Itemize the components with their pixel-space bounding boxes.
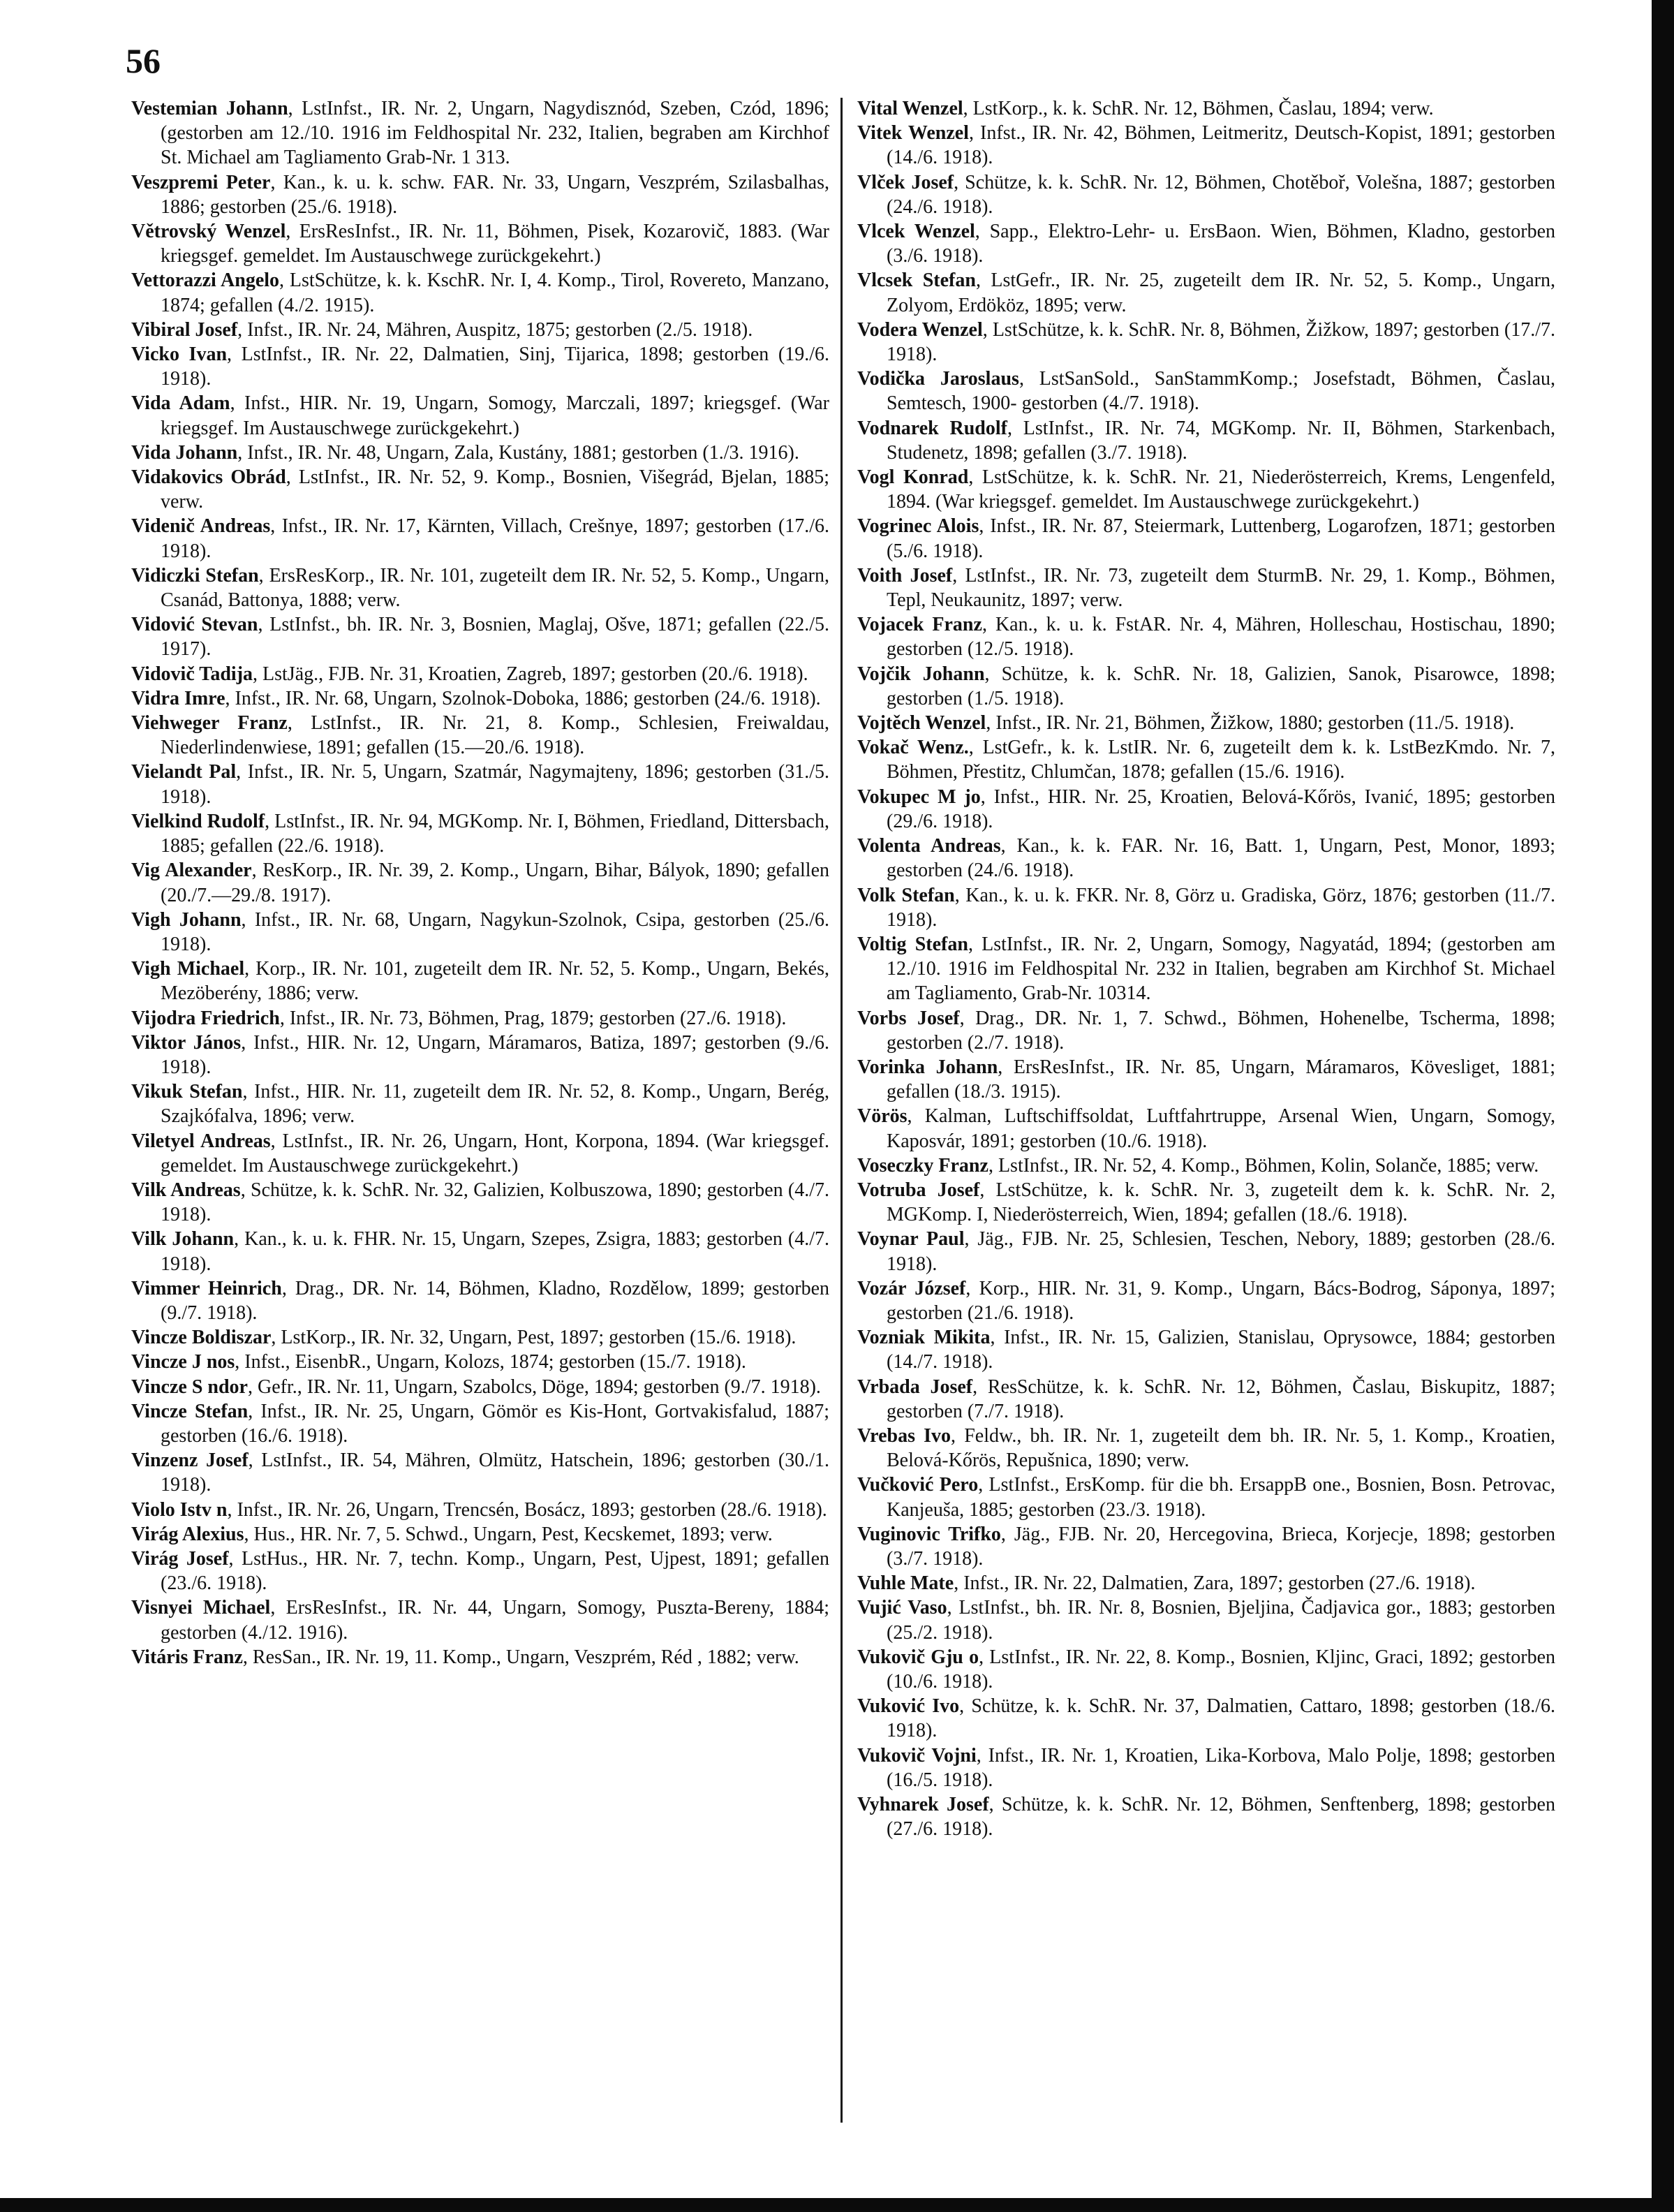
casualty-entry — [857, 514, 1555, 563]
entry-details: , Infst., EisenbR., Ungarn, Kolozs, 1874; gestorben (15./7. 1918). — [235, 1351, 746, 1373]
casualty-entry — [131, 170, 829, 219]
casualty-entry — [857, 1424, 1555, 1473]
casualty-entry — [857, 711, 1555, 735]
casualty-entry — [857, 1743, 1555, 1792]
entry-details: , Korp., HIR. Nr. 31, 9. Komp., Ungarn, Bács-Bodrog, Sáponya, 1897; gestorben (21./6. 1918). — [887, 1277, 1555, 1324]
casualty-entry — [131, 760, 829, 809]
casualty-entry — [131, 612, 829, 661]
entry-details: , Infst., IR. Nr. 73, Böhmen, Prag, 1879; gestorben (27./6. 1918). — [279, 1007, 787, 1029]
entry-name: Vinzenz Josef — [131, 1450, 249, 1472]
entry-name: Vitek Wenzel — [857, 122, 969, 145]
casualty-entry — [857, 96, 1555, 121]
casualty-entry — [857, 1006, 1555, 1055]
entry-name: Vodera Wenzel — [857, 318, 983, 341]
casualty-entry — [857, 1325, 1555, 1374]
casualty-entry — [131, 957, 829, 1005]
casualty-entry — [131, 1006, 829, 1031]
casualty-entry — [131, 908, 829, 957]
entry-details: , LstInfst., IR. Nr. 94, MGKomp. Nr. I, Böhmen, Friedland, Dittersbach, 1885; gefallen (22./6. 1918). — [161, 810, 829, 857]
entry-name: Vukovič Gju o — [857, 1646, 979, 1668]
casualty-entry — [131, 1350, 829, 1374]
entry-name: Vlček Josef — [857, 171, 954, 193]
entry-details: , Schütze, k. k. SchR. Nr. 12, Böhmen, Chotěboř, Volešna, 1887; gestorben (24./6. 1918). — [887, 171, 1556, 218]
entry-name: Vincze J nos — [131, 1351, 235, 1373]
entry-name: Vujić Vaso — [857, 1597, 947, 1619]
casualty-entry — [131, 1129, 829, 1178]
casualty-entry — [131, 1547, 829, 1595]
casualty-entry — [857, 318, 1555, 367]
entry-details: , LstInfst., bh. IR. Nr. 8, Bosnien, Bjeljina, Čadjavica gor., 1883; gestorben (25./2. 1918). — [887, 1597, 1555, 1644]
entry-name: Vidovič Tadija — [131, 663, 253, 685]
casualty-entry — [857, 932, 1555, 1006]
entry-details: , Schütze, k. k. SchR. Nr. 12, Böhmen, Senftenberg, 1898; gestorben (27./6. 1918). — [887, 1794, 1555, 1841]
entry-details: , ResSan., IR. Nr. 19, 11. Komp., Ungarn, Veszprém, Réd , 1882; verw. — [242, 1646, 799, 1668]
entry-name: Vuginovic Trifko — [857, 1523, 1001, 1545]
entry-details: , LstInfst., IR. Nr. 22, 8. Komp., Bosnien, Kljinc, Graci, 1892; gestorben (10./6. 1918). — [887, 1646, 1555, 1693]
entry-name: Vrbada Josef — [857, 1376, 973, 1398]
casualty-entry — [131, 858, 829, 907]
entry-details: , Infst., IR. Nr. 48, Ungarn, Zala, Kustány, 1881; gestorben (1./3. 1916). — [237, 441, 799, 464]
entry-name: Vielkind Rudolf — [131, 810, 265, 832]
casualty-entry — [131, 662, 829, 686]
entry-details: , LstSchütze, k. k. SchR. Nr. 8, Böhmen, Žižkow, 1897; gestorben (17./7. 1918). — [887, 318, 1555, 366]
entry-details: , Infst., IR. Nr. 15, Galizien, Stanislau, Oprysowce, 1884; gestorben (14./7. 1918). — [887, 1327, 1555, 1373]
casualty-entry — [857, 834, 1555, 883]
entry-name: Vida Johann — [131, 441, 238, 464]
entry-name: Voynar Paul — [857, 1228, 965, 1251]
entry-name: Vicko Ivan — [131, 344, 228, 366]
entry-details: , Infst., IR. Nr. 1, Kroatien, Lika-Korbova, Malo Polje, 1898; gestorben (16./5. 1918). — [887, 1744, 1555, 1791]
casualty-entry — [857, 465, 1555, 514]
entry-name: Volk Stefan — [857, 884, 955, 906]
entry-name: Voith Josef — [857, 564, 953, 587]
casualty-entry — [857, 883, 1555, 932]
entry-name: Vincze S ndor — [131, 1376, 248, 1398]
entry-name: Viktor János — [131, 1031, 242, 1054]
casualty-entry — [857, 1153, 1555, 1178]
entry-name: Vlcek Wenzel — [857, 221, 975, 243]
casualty-entry — [857, 1571, 1555, 1595]
entry-details: , LstInfst., IR. Nr. 73, zugeteilt dem SturmB. Nr. 29, 1. Komp., Böhmen, Tepl, Neukaunitz, 1897; verw. — [887, 564, 1555, 612]
casualty-entry — [131, 1227, 829, 1276]
entry-name: Vijodra Friedrich — [131, 1007, 280, 1029]
entry-details: , ErsResInfst., IR. Nr. 44, Ungarn, Somogy, Puszta-Bereny, 1884; gestorben (4./12. 1916). — [161, 1597, 829, 1644]
casualty-entry — [131, 514, 829, 563]
entry-name: Vielandt Pal — [131, 761, 237, 783]
casualty-entry — [857, 735, 1555, 784]
entry-name: Vigh Johann — [131, 908, 242, 931]
entry-details: , Infst., IR. Nr. 17, Kärnten, Villach, Crešnye, 1897; gestorben (17./6. 1918). — [161, 515, 829, 562]
entry-name: Vyhnarek Josef — [857, 1794, 989, 1816]
casualty-entry — [857, 1792, 1555, 1841]
entry-details: , Infst., IR. Nr. 25, Ungarn, Gömör es Kis-Hont, Gortvakisfalud, 1887; gestorben (16./6. 1918). — [161, 1400, 829, 1447]
casualty-entry — [857, 1276, 1555, 1325]
casualty-entry — [857, 1645, 1555, 1694]
casualty-entry — [131, 1645, 829, 1669]
casualty-entry — [857, 1473, 1555, 1521]
casualty-entry — [857, 268, 1555, 317]
entry-name: Voseczky Franz — [857, 1154, 988, 1177]
entry-details: , LstInfst., IR. 54, Mähren, Olmütz, Hatschein, 1896; gestorben (30./1. 1918). — [161, 1450, 829, 1496]
entry-details: , LstJäg., FJB. Nr. 31, Kroatien, Zagreb, 1897; gestorben (20./6. 1918). — [253, 663, 808, 685]
entry-name: Větrovský Wenzel — [131, 221, 286, 243]
entry-details: , LstInfst., IR. Nr. 52, 4. Komp., Böhmen, Kolin, Solanče, 1885; verw. — [988, 1154, 1539, 1177]
entry-name: Vidakovics Obrád — [131, 466, 286, 489]
entry-details: , Infst., IR. Nr. 5, Ungarn, Szatmár, Nagymajteny, 1896; gestorben (31./5. 1918). — [161, 761, 829, 808]
casualty-entry — [857, 662, 1555, 711]
entry-name: Vojčik Johann — [857, 663, 985, 685]
entry-name: Vorbs Josef — [857, 1007, 960, 1029]
entry-details: , LstSanSold., SanStammKomp.; Josefstadt, Böhmen, Časlau, Semtesch, 1900- gestorben (4./7. 1918). — [887, 368, 1555, 415]
entry-name: Vozár József — [857, 1277, 966, 1299]
entry-name: Vidra Imre — [131, 687, 225, 709]
casualty-entry — [131, 1498, 829, 1522]
entry-details: , Gefr., IR. Nr. 11, Ungarn, Szabolcs, Döge, 1894; gestorben (9./7. 1918). — [247, 1376, 821, 1398]
entry-name: Vincze Stefan — [131, 1400, 249, 1422]
entry-details: , Infst., IR. Nr. 68, Ungarn, Nagykun-Szolnok, Csipa, gestorben (25./6. 1918). — [161, 908, 829, 955]
casualty-entry — [857, 1055, 1555, 1104]
casualty-entry — [857, 170, 1555, 219]
casualty-entry — [131, 686, 829, 711]
entry-details: , Jäg., FJB. Nr. 25, Schlesien, Teschen, Nebory, 1889; gestorben (28./6. 1918). — [887, 1228, 1555, 1275]
page-number: 56 — [126, 41, 161, 80]
casualty-entry — [131, 318, 829, 342]
entry-details: , ErsResKorp., IR. Nr. 101, zugeteilt dem IR. Nr. 52, 5. Komp., Ungarn, Csanád, Battonya, 1888; verw. — [161, 564, 829, 612]
casualty-entry — [131, 96, 829, 170]
entry-name: Vidiczki Stefan — [131, 564, 259, 587]
entry-details: , Feldw., bh. IR. Nr. 1, zugeteilt dem bh. IR. Nr. 5, 1. Komp., Kroatien, Belová-Kőrös, Repušnica, 1890; verw. — [887, 1424, 1556, 1472]
entry-details: , Kan., k. k. FAR. Nr. 16, Batt. 1, Ungarn, Pest, Monor, 1893; gestorben (24./6. 1918). — [887, 835, 1555, 882]
entry-details: , Hus., HR. Nr. 7, 5. Schwd., Ungarn, Pest, Kecskemet, 1893; verw. — [244, 1523, 773, 1545]
entry-details: , Drag., DR. Nr. 14, Böhmen, Kladno, Rozdělow, 1899; gestorben (9./7. 1918). — [161, 1277, 830, 1324]
entry-details: , ResSchütze, k. k. SchR. Nr. 12, Böhmen, Časlau, Biskupitz, 1887; gestorben (7./7. 1918). — [887, 1376, 1555, 1422]
entry-details: , LstInfst., bh. IR. Nr. 3, Bosnien, Maglaj, Ošve, 1871; gefallen (22./5. 1917). — [161, 614, 829, 661]
entry-details: , Kan., k. u. k. FstAR. Nr. 4, Mähren, Holleschau, Hostischau, 1890; gestorben (12./5. 1918). — [887, 614, 1555, 661]
entry-name: Vital Wenzel — [857, 98, 963, 119]
casualty-entry — [857, 1522, 1555, 1571]
entry-details: , LstInfst., ErsKomp. für die bh. ErsappB one., Bosnien, Bosn. Petrovac, Kanjeuša, 1885; gestorben (23./3. 1918). — [887, 1474, 1555, 1521]
entry-details: , Kalman, Luftschiffsoldat, Luftfahrtruppe, Arsenal Wien, Ungarn, Somogy, Kaposvár, 1891; gestorben (10./6. 1918). — [887, 1105, 1555, 1152]
right-column — [857, 96, 1555, 1841]
casualty-entry — [131, 441, 829, 465]
casualty-entry — [857, 121, 1555, 170]
casualty-entry — [857, 563, 1555, 612]
entry-name: Viletyel Andreas — [131, 1130, 271, 1152]
entry-name: Violo Istv n — [131, 1498, 228, 1521]
entry-details: , LstSchütze, k. k. SchR. Nr. 3, zugeteilt dem k. k. SchR. Nr. 2, MGKomp. I, Niederösterreich, Wien, 1894; gefallen (18./6. 1918). — [887, 1179, 1555, 1226]
entry-details: , ErsResInfst., IR. Nr. 11, Böhmen, Pisek, Kozarovič, 1883. (War kriegsgef. gemeldet. Im Austauschwege zurückgekehrt.) — [161, 221, 829, 267]
casualty-entry — [131, 1522, 829, 1547]
entry-details: , LstInfst., IR. Nr. 26, Ungarn, Hont, Korpona, 1894. (War kriegsgef. gemeldet. Im Austauschwege zurückgekehrt.) — [161, 1130, 829, 1177]
entry-name: Viehweger Franz — [131, 712, 288, 735]
entry-name: Vrebas Ivo — [857, 1424, 951, 1447]
entry-name: Vojtěch Wenzel — [857, 712, 986, 735]
casualty-entry — [857, 367, 1555, 415]
casualty-entry — [857, 219, 1555, 268]
entry-details: , Kan., k. u. k. FKR. Nr. 8, Görz u. Gradiska, Görz, 1876; gestorben (11./7. 1918). — [887, 884, 1555, 931]
entry-details: , Kan., k. u. k. schw. FAR. Nr. 33, Ungarn, Veszprém, Szilasbalhas, 1886; gestorben (25./6. 1918). — [161, 171, 830, 218]
left-column — [131, 96, 829, 1669]
entry-details: , LstInfst., IR. Nr. 52, 9. Komp., Bosnien, Višegrád, Bjelan, 1885; verw. — [161, 466, 830, 513]
entry-details: , Korp., IR. Nr. 101, zugeteilt dem IR. Nr. 52, 5. Komp., Ungarn, Bekés, Mezöberény, 1886; verw. — [161, 958, 829, 1005]
entry-name: Vimmer Heinrich — [131, 1277, 282, 1299]
entry-name: Videnič Andreas — [131, 515, 271, 538]
entry-details: , LstInfst., IR. Nr. 2, Ungarn, Nagydisznód, Szeben, Czód, 1896; (gestorben am 12./10. 1916 im Feldhospital Nr. 232, Italien, begraben am Kirchhof St. Michael am Tagliamento Grab-Nr. 1 313. — [161, 98, 829, 169]
entry-details: , LstHus., HR. Nr. 7, techn. Komp., Ungarn, Pest, Ujpest, 1891; gefallen (23./6. 1918). — [161, 1547, 829, 1595]
casualty-entry — [131, 465, 829, 514]
entry-name: Vodička Jaroslaus — [857, 368, 1019, 390]
casualty-entry — [857, 1694, 1555, 1743]
casualty-entry — [857, 1104, 1555, 1153]
entry-details: , LstGefr., IR. Nr. 25, zugeteilt dem IR. Nr. 52, 5. Komp., Ungarn, Zolyom, Erdököz, 1895; verw. — [887, 270, 1555, 316]
entry-name: Vojacek Franz — [857, 614, 982, 636]
entry-details: , LstSchütze, k. k. KschR. Nr. I, 4. Komp., Tirol, Rovereto, Manzano, 1874; gefallen (4./2. 1915). — [161, 270, 829, 316]
entry-details: , Infst., IR. Nr. 22, Dalmatien, Zara, 1897; gestorben (27./6. 1918). — [954, 1572, 1476, 1595]
entry-name: Virág Alexius — [131, 1523, 244, 1545]
entry-name: Vilk Andreas — [131, 1179, 241, 1201]
entry-name: Vokač Wenz. — [857, 737, 969, 759]
entry-name: Visnyei Michael — [131, 1597, 271, 1619]
casualty-entry — [131, 1399, 829, 1448]
entry-details: , Infst., IR. Nr. 42, Böhmen, Leitmeritz, Deutsch-Kopist, 1891; gestorben (14./6. 1918). — [887, 122, 1555, 169]
entry-name: Vincze Boldiszar — [131, 1327, 272, 1349]
entry-details: , Sapp., Elektro-Lehr- u. ErsBaon. Wien, Böhmen, Kladno, gestorben (3./6. 1918). — [887, 221, 1555, 267]
entry-details: , Infst., IR. Nr. 24, Mähren, Auspitz, 1875; gestorben (2./5. 1918). — [237, 318, 753, 341]
casualty-entry — [131, 268, 829, 317]
casualty-entry — [131, 1325, 829, 1350]
casualty-entry — [131, 1595, 829, 1644]
entry-name: Vučković Pero — [857, 1474, 979, 1496]
entry-details: , LstInfst., IR. Nr. 74, MGKomp. Nr. II, Böhmen, Starkenbach, Studenetz, 1898; gefallen (3./7. 1918). — [887, 417, 1555, 464]
entry-details: , LstKorp., IR. Nr. 32, Ungarn, Pest, 1897; gestorben (15./6. 1918). — [271, 1327, 797, 1349]
entry-name: Vigh Michael — [131, 958, 245, 980]
casualty-entry — [131, 1375, 829, 1399]
entry-name: Vorinka Johann — [857, 1056, 998, 1078]
entry-name: Vuković Ivo — [857, 1695, 960, 1718]
entry-name: Vogl Konrad — [857, 466, 969, 489]
entry-details: , Schütze, k. k. SchR. Nr. 18, Galizien, Sanok, Pisarowce, 1898; gestorben (1./5. 1918). — [887, 663, 1555, 709]
casualty-entry — [131, 711, 829, 760]
entry-name: Vestemian Johann — [131, 98, 288, 119]
entry-details: , ErsResInfst., IR. Nr. 85, Ungarn, Máramaros, Kövesliget, 1881; gefallen (18./3. 1915). — [887, 1056, 1555, 1103]
casualty-entry — [131, 219, 829, 268]
entry-name: Vukovič Vojni — [857, 1744, 977, 1767]
entry-name: Votruba Josef — [857, 1179, 980, 1201]
casualty-entry — [131, 1178, 829, 1227]
entry-details: , LstInfst., IR. Nr. 2, Ungarn, Somogy, Nagyatád, 1894; (gestorben am 12./10. 1916 im Feldhospital Nr. 232 in Italien, begraben am Kirchhof St. Michael am Tagliamento, Grab-Nr. 10314. — [887, 933, 1555, 1005]
entry-details: , Drag., DR. Nr. 1, 7. Schwd., Böhmen, Hohenelbe, Tscherma, 1898; gestorben (2./7. 1918). — [887, 1007, 1555, 1054]
casualty-entry — [857, 612, 1555, 661]
entry-name: Vig Alexander — [131, 860, 252, 882]
entry-details: , Infst., HIR. Nr. 19, Ungarn, Somogy, Marczali, 1897; kriegsgef. (War kriegsgef. Im Austauschwege zurückgekehrt.) — [161, 392, 829, 439]
entry-details: , Infst., IR. Nr. 26, Ungarn, Trencsén, Bosácz, 1893; gestorben (28./6. 1918). — [227, 1498, 827, 1521]
entry-details: , LstKorp., k. k. SchR. Nr. 12, Böhmen, Časlau, 1894; verw. — [963, 98, 1434, 119]
casualty-entry — [131, 1079, 829, 1128]
entry-name: Vlcsek Stefan — [857, 270, 976, 292]
entry-name: Vodnarek Rudolf — [857, 417, 1007, 439]
entry-name: Vogrinec Alois — [857, 515, 979, 538]
casualty-entry — [857, 1375, 1555, 1424]
entry-name: Voltig Stefan — [857, 933, 968, 955]
casualty-entry — [131, 342, 829, 391]
entry-name: Vikuk Stefan — [131, 1081, 243, 1103]
casualty-entry — [857, 1227, 1555, 1276]
casualty-entry — [857, 1178, 1555, 1227]
entry-details: , Infst., HIR. Nr. 12, Ungarn, Máramaros, Batiza, 1897; gestorben (9./6. 1918). — [161, 1031, 829, 1078]
casualty-entry — [131, 1031, 829, 1079]
casualty-entry — [857, 1595, 1555, 1644]
entry-details: , Schütze, k. k. SchR. Nr. 37, Dalmatien, Cattaro, 1898; gestorben (18./6. 1918). — [887, 1695, 1555, 1742]
entry-name: Vokupec M jo — [857, 786, 981, 808]
entry-name: Vidović Stevan — [131, 614, 258, 636]
casualty-entry — [131, 391, 829, 440]
entry-name: Vuhle Mate — [857, 1572, 954, 1595]
entry-name: Virág Josef — [131, 1547, 229, 1570]
entry-details: , Kan., k. u. k. FHR. Nr. 15, Ungarn, Szepes, Zsigra, 1883; gestorben (4./7. 1918). — [161, 1228, 829, 1275]
entry-details: , ResKorp., IR. Nr. 39, 2. Komp., Ungarn, Bihar, Bályok, 1890; gefallen (20./7.—29./8. 1917). — [161, 860, 830, 906]
entry-name: Vozniak Mikita — [857, 1327, 991, 1349]
entry-details: , LstGefr., k. k. LstIR. Nr. 6, zugeteilt dem k. k. LstBezKmdo. Nr. 7, Böhmen, Přestitz, Chlumčan, 1878; gefallen (15./6. 1916). — [887, 737, 1555, 783]
entry-details: , LstInfst., IR. Nr. 22, Dalmatien, Sinj, Tijarica, 1898; gestorben (19./6. 1918). — [161, 344, 829, 390]
casualty-entry — [131, 1276, 829, 1325]
entry-details: , Schütze, k. k. SchR. Nr. 32, Galizien, Kolbuszowa, 1890; gestorben (4./7. 1918). — [161, 1179, 829, 1226]
column-divider — [840, 98, 843, 2123]
entry-name: Vilk Johann — [131, 1228, 235, 1251]
casualty-entry — [857, 416, 1555, 465]
entry-name: Vitáris Franz — [131, 1646, 243, 1668]
entry-name: Veszpremi Peter — [131, 171, 271, 193]
entry-details: , Infst., HIR. Nr. 25, Kroatien, Belová-Kőrös, Ivanić, 1895; gestorben (29./6. 1918). — [887, 786, 1555, 832]
entry-details: , Infst., IR. Nr. 21, Böhmen, Žižkow, 1880; gestorben (11./5. 1918). — [986, 712, 1515, 735]
entry-details: , LstInfst., IR. Nr. 21, 8. Komp., Schlesien, Freiwaldau, Niederlindenwiese, 1891; gefallen (15.—20./6. 1918). — [161, 712, 829, 759]
entry-name: Volenta Andreas — [857, 835, 1001, 857]
entry-name: Vettorazzi Angelo — [131, 270, 280, 292]
entry-details: , LstSchütze, k. k. SchR. Nr. 21, Niederösterreich, Krems, Lengenfeld, 1894. (War kriegsgef. gemeldet. Im Austauschwege zurückgekehrt.) — [887, 466, 1556, 513]
entry-details: , Jäg., FJB. Nr. 20, Hercegovina, Brieca, Korjecje, 1898; gestorben (3./7. 1918). — [887, 1523, 1555, 1570]
casualty-entry — [131, 1448, 829, 1497]
casualty-entry — [857, 785, 1555, 834]
entry-name: Vibiral Josef — [131, 318, 238, 341]
entry-name: Vida Adam — [131, 392, 230, 415]
entry-details: , Infst., IR. Nr. 87, Steiermark, Luttenberg, Logarofzen, 1871; gestorben (5./6. 1918). — [887, 515, 1555, 562]
entry-details: , Infst., HIR. Nr. 11, zugeteilt dem IR. Nr. 52, 8. Komp., Ungarn, Berég, Szajkófalva, 1896; verw. — [161, 1081, 829, 1128]
entry-name: Vörös — [857, 1105, 908, 1128]
entry-details: , Infst., IR. Nr. 68, Ungarn, Szolnok-Doboka, 1886; gestorben (24./6. 1918). — [225, 687, 821, 709]
casualty-entry — [131, 563, 829, 612]
casualty-entry — [131, 809, 829, 858]
